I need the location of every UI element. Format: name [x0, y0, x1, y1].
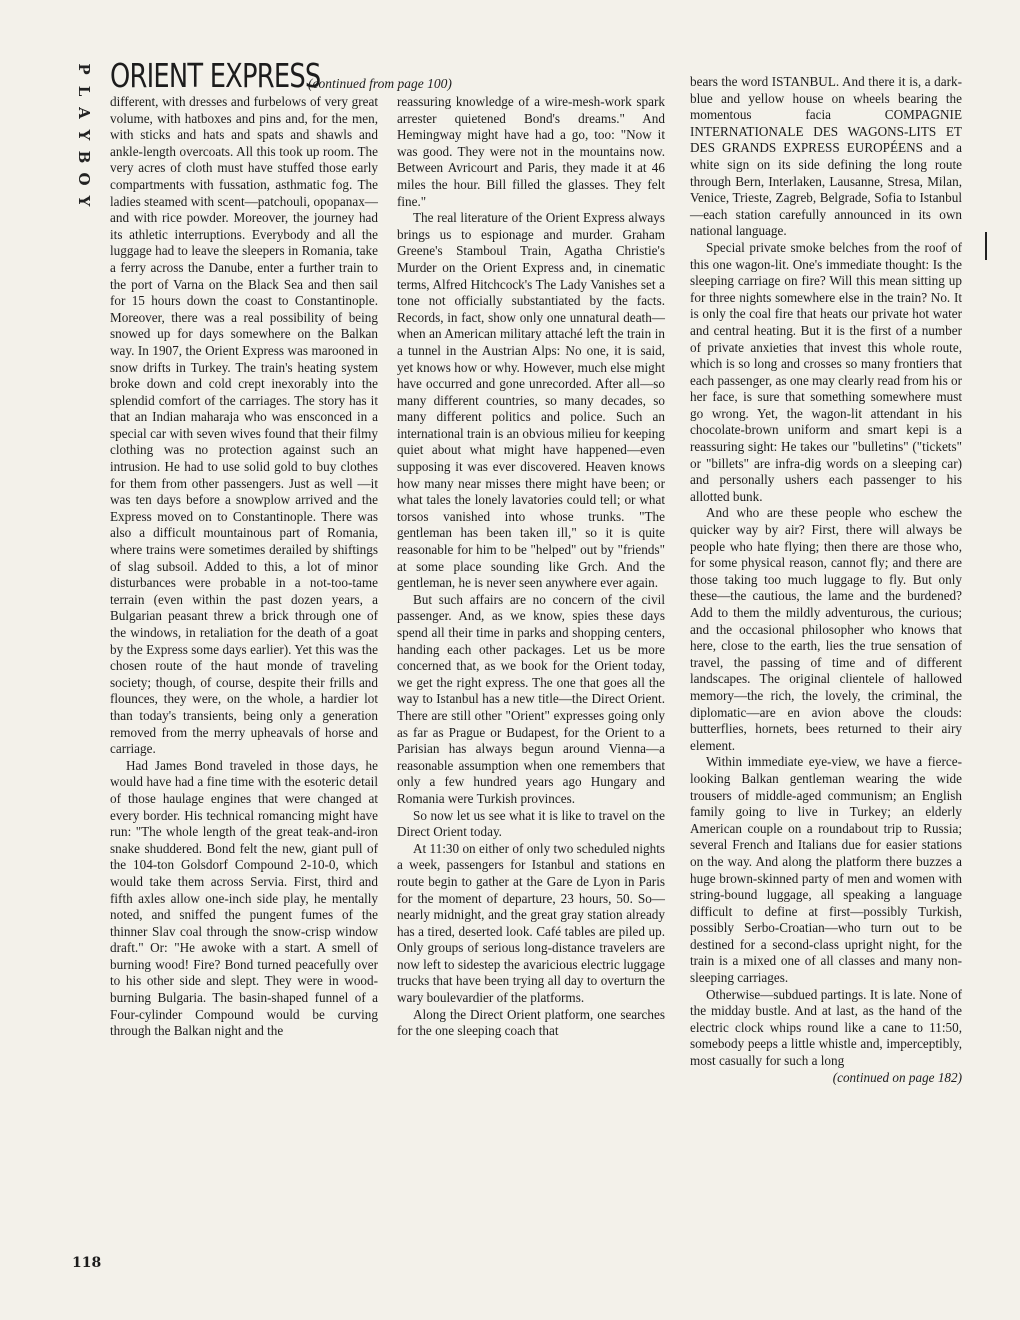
paragraph: Along the Direct Orient platform, one searches for the one sleeping coach that — [397, 1006, 665, 1039]
paragraph: At 11:30 on either of only two scheduled nights a week, passengers for Istanbul and stations en route begin to gather at the Gare de Lyon in Paris for the moment of departure, 23 hours, 50. So—nearly midnight, and the great gray station already has a tired, deserted look. Café tables are piled up. Only groups of serious long-distance travelers are now left to sidestep the avaricious electric luggage trucks that have been trying all day to overturn the wary boulevardier of the platforms. — [397, 840, 665, 1006]
paragraph: different, with dresses and furbelows of very great volume, with hatboxes and pins and, for the men, with sticks and hats and spats and shawls and ankle-length overcoats. All this took up room. The very acres of cloth must have stuffed those early compartments with fussation, asthmatic fog. The ladies steamed with scent—patchouli, opopanax—and with rice powder. Moreover, the journey had its athletic interruptions. Everybody and all the luggage had to leave the sleepers in Romania, take a ferry across the Danube, enter a further train to the port of Varna on the Black Sea and then sail for 15 hours down the coast to Constantinople. Moreover, there was a real possibility of being snowed up for days somewhere on the Balkan way. In 1907, the Orient Express was marooned in snow drifts in Turkey. The train's heating system broke down and cold crept inexorably into the splendid comfort of the carriages. The story has it that an Indian maharaja who was ensconced in a special car with seven wives found that their filmy clothing was no protection against such an intrusion. He had to use solid gold to buy clothes for them from other passengers. Just as well —it was ten days before a snowplow arrived and the Express moved on to Constantinople. There was also a difficult mountainous part of Romania, where trains were sometimes derailed by shiftings of slag subsoil. Added to this, a lot of minor disturbances were probable in a not-too-tame terrain (even within the past dozen years, a Bulgarian peasant threw a brick through one of the windows, in retaliation for the death of a goat by the Express some days earlier). Yet this was the chosen route of the haut monde of traveling society; though, of course, despite their frills and flounces, they were, on the whole, a hardier lot than today's transients, being only a generation removed from the merry upheavals of horse and carriage. — [110, 94, 378, 757]
continued-from-note: (continued from page 100) — [308, 76, 452, 91]
brand-letter: O — [75, 172, 93, 186]
paragraph: Had James Bond traveled in those days, he would have had a fine time with the esoteric detail of those haulage engines that were changed at every border. His technical romancing might have run: "The whole length of the great teak-and-iron snake shuddered. Bond felt the new, giant pull of the 104-ton Golsdorf Compound 2-10-0, which would take them across Servia. First, third and fifth axles allow one-inch side play, he mentally noted, and sniffed the pungent fumes of the thinner Slav coal through the snow-crisp window draft." Or: "He awoke with a start. A smell of burning wood! Fire? Bond turned peacefully over to his other side and slept. They were in wood-burning Bulgaria. The basin-shaped funnel of a Four-cylinder Compound would be curving through the Balkan night and the — [110, 757, 378, 1039]
continued-to-note: (continued on page 182) — [832, 1069, 962, 1085]
margin-mark — [985, 232, 987, 260]
paragraph: The real literature of the Orient Express always brings us to espionage and murder. Graham Greene's Stamboul Train, Agatha Christie's Murder on the Orient Express and, in cinematic terms, Alfred Hitchcock's The Lady Vanishes set a tone not officially substantiated by the facts. Records, in fact, show only one unnatural death—when an American military attaché left the train in a tunnel in the Austrian Alps: No one, it is said, yet knows how or why. However, much else might have occurred and gone unrecorded. After all—so many different countries, so many decades, so many different politics and police. Such an international train is an obvious milieu for keeping quiet about what might have happened—even supposing it was ever discovered. Heaven knows how many near misses there might have been; or what tales the lonely lavatories could tell; or what torsos vanished into whose trunks. "The gentleman has been taken ill," so it is quite reasonable for him to be "helped" out by "friends" at some place sounding like Grch. And the gentleman, he is never seen anywhere ever again. — [397, 210, 665, 591]
paragraph: And who are these people who eschew the quicker way by air? First, there will always be people who hate flying; then there are those who, for some physical reason, cannot fly; and there are those taking too much luggage to fly. But only these—the cautious, the lame and the burdened? Add to them the mildly adventurous, the curious; and the occasional philosopher who knows that here, close to the earth, lies the true sensation of travel, the passing of time and of different landscapes. The original clientele of hallowed memory—the rich, the lovely, the criminal, the diplomatic—are en avion above the clouds: butterflies, hornets, bees returned to their airy element. — [690, 505, 962, 753]
paragraph: Within immediate eye-view, we have a fierce-looking Balkan gentleman wearing the wide trousers of middle-aged communism; an English family going to live in Turkey; an elderly American couple on a roundabout trip to Russia; several French and Italians due for easier stations on the way. And along the platform there buzzes a huge brown-skinned party of men and women with string-bound luggage, all speaking a language difficult to define at first—possibly Turkish, possibly Serbo-Croatian—who turn out to be destined for a second-class upright night, for the train is a mixed one of all classes and many non-sleeping carriages. — [690, 754, 962, 986]
paragraph: But such affairs are no concern of the civil passenger. And, as we know, spies these days spend all their time in parks and shopping centers, handing each other packages. Let us be more concerned that, as we book for the Orient today, we get the right express. The one that goes all the way to Istanbul has a new title—the Direct Orient. There are still other "Orient" expresses going only as far as Prague or Budapest, for the Orient to a Parisian has always begun around Vienna—a reasonable assumption when one remembers that only a few hundred years ago Hungary and Romania were Turkish provinces. — [397, 591, 665, 806]
page-number: 118 — [72, 1255, 102, 1271]
paragraph: So now let us see what it is like to travel on the Direct Orient today. — [397, 807, 665, 840]
text-column-1 — [110, 94, 378, 1040]
paragraph: reassuring knowledge of a wire-mesh-work spark arrester quietened Bond's dreams." And Hemingway might have had a go, too: "Now it was good. They were not in the mountains now. Between Avricourt and Paris, they made it at 46 miles the hour. Bill filled the glasses. They felt fine." — [397, 94, 665, 209]
brand-letter: Y — [75, 129, 93, 141]
paragraph: Special private smoke belches from the roof of this one wagon-lit. One's immediate thought: Is the sleeping carriage on fire? Will this mean sitting up for three nights somewhere else in the train? No. It is only the coal fire that heats our private hot water and central heating. But it is the first of a number of private anxieties that invest this whole route, which is so long and crosses so many frontiers that each passenger, as one may clearly read from his or her face, is sure that something somewhere must go wrong. Yet, the wagon-lit attendant in his chocolate-brown uniform and smart kepi is a reassuring sight: He takes our "bulletins" ("tickets" or "billets" are infra-dig words on a sleeping car) and personally ushers each passenger to his allotted bunk. — [690, 239, 962, 504]
article-title: ORIENT EXPRESS — [110, 56, 321, 95]
text-column-3 — [690, 74, 962, 1086]
brand-letter: Y — [75, 195, 93, 207]
paragraph: Otherwise—subdued partings. It is late. None of the midday bustle. And at last, as the hand of the electric clock whips round like a cane to 11:50, somebody peeps a little whistle and, imperceptibly, most casually for such a long — [690, 986, 962, 1069]
brand-letter: L — [75, 85, 93, 97]
magazine-brand — [70, 58, 98, 212]
text-column-2 — [397, 94, 665, 1040]
brand-letter: A — [75, 107, 93, 119]
paragraph: bears the word ISTANBUL. And there it is, a dark-blue and yellow house on wheels bearing the momentous facia COMPAGNIE INTERNATIONALE DES WAGONS-LITS ET DES GRANDS EXPRESS EUROPÉENS and a white sign on its side defining the long route through Bern, Interlaken, Lausanne, Stresa, Milan, Venice, Trieste, Zagreb, Belgrade, Sofia to Istanbul—each station carefully announced in its own national language. — [690, 74, 962, 239]
brand-letter: B — [75, 150, 93, 164]
brand-letter: P — [75, 63, 93, 75]
